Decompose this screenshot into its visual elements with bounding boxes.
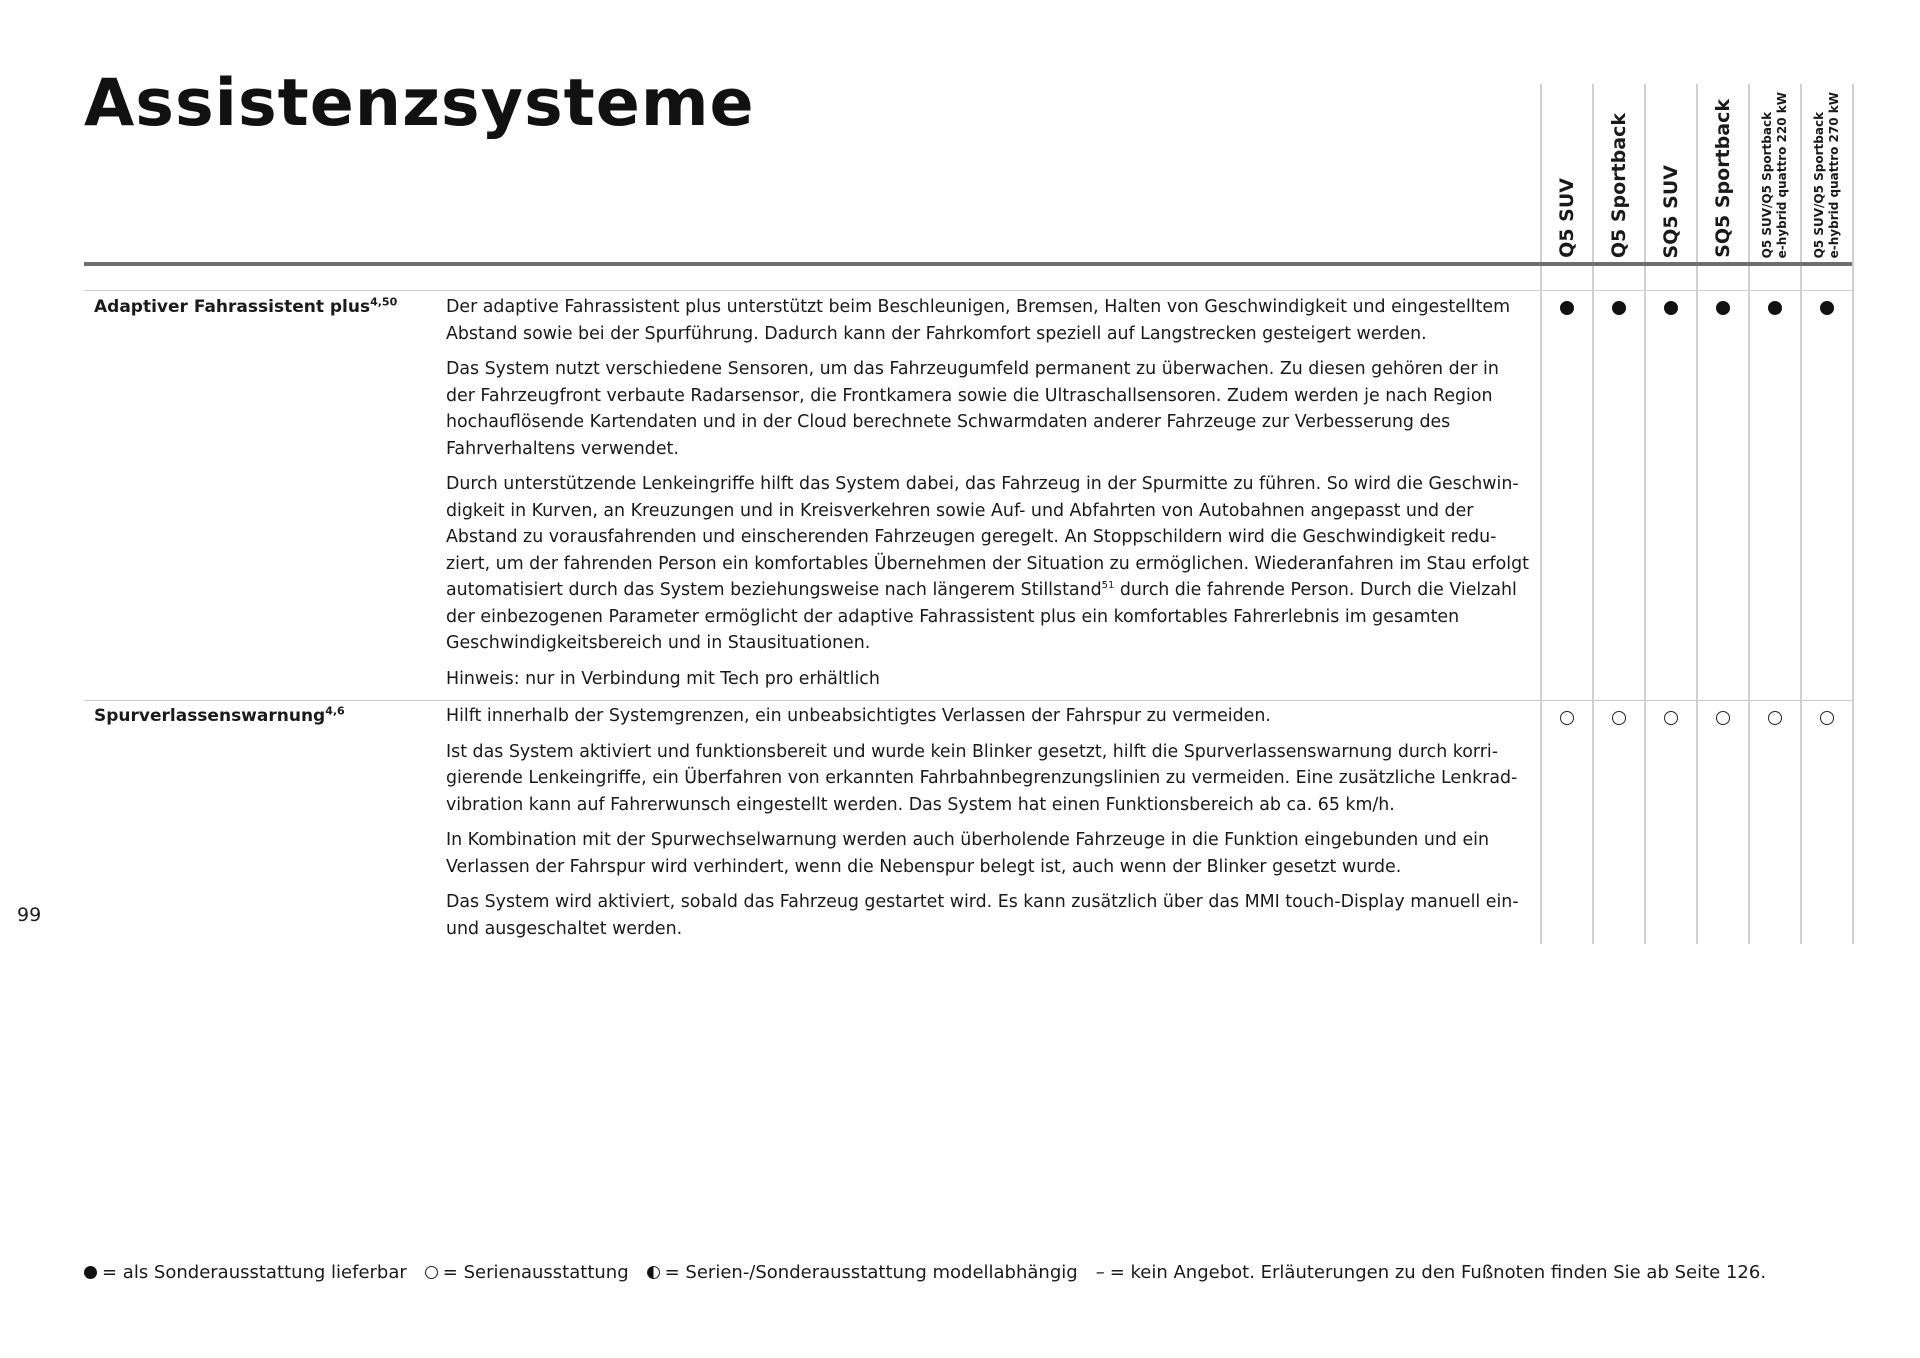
column-header-sq5-sportback xyxy=(1697,84,1749,258)
description-paragraph: Ist das System aktiviert und funktionsbereit und wurde kein Blinker gesetzt, hilft die Spurverlassenswarnung durch korrigierende Lenkeingriffe, ein Überfahren von erkannten Fahrbahnbegrenzungslinien zu vermeiden. Eine zusätzliche Lenkradvibration kann auf Fahrerwunsch eingestellt werden. Das System hat einen Funktionsbereich ab ca. 65 km/h. xyxy=(446,741,1518,815)
column-header-sq5-suv xyxy=(1645,84,1697,258)
filled-circle-icon xyxy=(1768,301,1782,315)
filled-circle-icon xyxy=(1560,301,1574,315)
page-title: Assistenzsysteme xyxy=(84,66,755,141)
legend-model-dependent: = Serien-/Sonderausstattung modellabhängig xyxy=(647,1262,1078,1283)
column-header-q5-suv xyxy=(1541,84,1593,258)
legend xyxy=(84,1262,1784,1283)
open-circle-icon xyxy=(1820,711,1834,725)
filled-circle-icon xyxy=(1716,301,1730,315)
description-paragraph: Hinweis: nur in Verbindung mit Tech pro erhältlich xyxy=(446,668,880,689)
feature-description xyxy=(446,703,1530,951)
description-paragraph: Durch unterstützende Lenkeingriffe hilft das System dabei, das Fahrzeug in der Spurmitte zu führen. So wird die Geschwindigkeit in Kurven, an Kreuzungen und in Kreisverkehren sowie Auf- und Abfahrten von Autobahnen angepasst und der Abstand zu vorausfahrenden und einscherenden Fahrzeugen geregelt. An Stoppschildern wird die Geschwindigkeit reduziert, um der fahrenden Person ein komfortables Übernehmen der Situation zu ermöglichen. Wiederanfahren im Stau erfolgt automatisiert durch das System beziehungsweise nach längerem Stillstand$^{51}$ durch die fahrende Person. Durch die Vielzahl der einbezogenen Parameter ermöglicht der adaptive Fahrassistent plus ein komfortables Fahrerlebnis im gesamten Geschwindigkeitsbereich und in Stausituationen. xyxy=(446,474,1529,653)
row-separator xyxy=(84,700,1852,701)
open-circle-icon xyxy=(425,1266,438,1279)
description-paragraph: Das System nutzt verschiedene Sensoren, um das Fahrzeugumfeld permanent zu überwachen. Zu diesen gehören der in der Fahrzeugfront verbaute Radarsensor, die Frontkamera sowie die Ultraschallsensoren. Zudem werden je nach Region hochauflösende Kartendaten und in der Cloud berechnete Schwarmdaten anderer Fahrzeuge zur Verbesserung des Fahrverhaltens verwendet. xyxy=(446,359,1499,459)
open-circle-icon xyxy=(1716,711,1730,725)
legend-standard: = Serienausstattung xyxy=(425,1262,629,1283)
half-circle-icon xyxy=(647,1266,660,1279)
description-paragraph: In Kombination mit der Spurwechselwarnung werden auch überholende Fahrzeuge in die Funktion eingebunden und ein Verlassen der Fahrspur wird verhindert, wenn die Nebenspur belegt ist, auch wenn der Blinker gesetzt wurde. xyxy=(446,830,1490,877)
open-circle-icon xyxy=(1664,711,1678,725)
column-header-label: SQ5 Sportback xyxy=(1712,99,1734,258)
feature-name: Adaptiver Fahrassistent plus$^{4,50}$ xyxy=(94,295,398,317)
description-paragraph: Der adaptive Fahrassistent plus unterstützt beim Beschleunigen, Bremsen, Halten von Geschwindigkeit und eingestelltem Abstand sowie bei der Spurführung. Dadurch kann der Fahrkomfort speziell auf Langstrecken gesteigert werden. xyxy=(446,297,1511,344)
filled-circle-icon xyxy=(84,1266,97,1279)
filled-circle-icon xyxy=(1612,301,1626,315)
column-header-ehybrid-270 xyxy=(1801,84,1853,258)
open-circle-icon xyxy=(1768,711,1782,725)
column-header-ehybrid-220 xyxy=(1749,84,1801,258)
legend-none: – = kein Angebot. Erläuterungen zu den Fußnoten finden Sie ab Seite 126. xyxy=(1095,1262,1767,1283)
feature-description xyxy=(446,294,1530,701)
page-number: 99 xyxy=(17,904,42,926)
filled-circle-icon xyxy=(1820,301,1834,315)
column-header-label: Q5 SUV xyxy=(1556,178,1578,258)
column-header-label: Q5 SUV/Q5 Sportback e-hybrid quattro 270 kW xyxy=(1812,91,1841,258)
open-circle-icon xyxy=(1612,711,1626,725)
column-header-label: Q5 Sportback xyxy=(1608,112,1630,258)
description-paragraph: Hilft innerhalb der Systemgrenzen, ein unbeabsichtigtes Verlassen der Fahrspur zu vermeiden. xyxy=(446,706,1271,726)
header-rule xyxy=(84,262,1852,266)
legend-optional: = als Sonderausstattung lieferbar xyxy=(84,1262,407,1283)
column-header-label: Q5 SUV/Q5 Sportback e-hybrid quattro 220 kW xyxy=(1760,91,1789,258)
filled-circle-icon xyxy=(1664,301,1678,315)
column-header-label: SQ5 SUV xyxy=(1660,164,1682,258)
open-circle-icon xyxy=(1560,711,1574,725)
column-header-q5-sportback xyxy=(1593,84,1645,258)
description-paragraph: Das System wird aktiviert, sobald das Fahrzeug gestartet wird. Es kann zusätzlich über das MMI touch-Display manuell ein- und ausgeschaltet werden. xyxy=(446,892,1519,939)
table-top-border xyxy=(84,290,1852,291)
dash-symbol: – xyxy=(1095,1262,1105,1283)
feature-name: Spurverlassenswarnung$^{4,6}$ xyxy=(94,704,345,726)
